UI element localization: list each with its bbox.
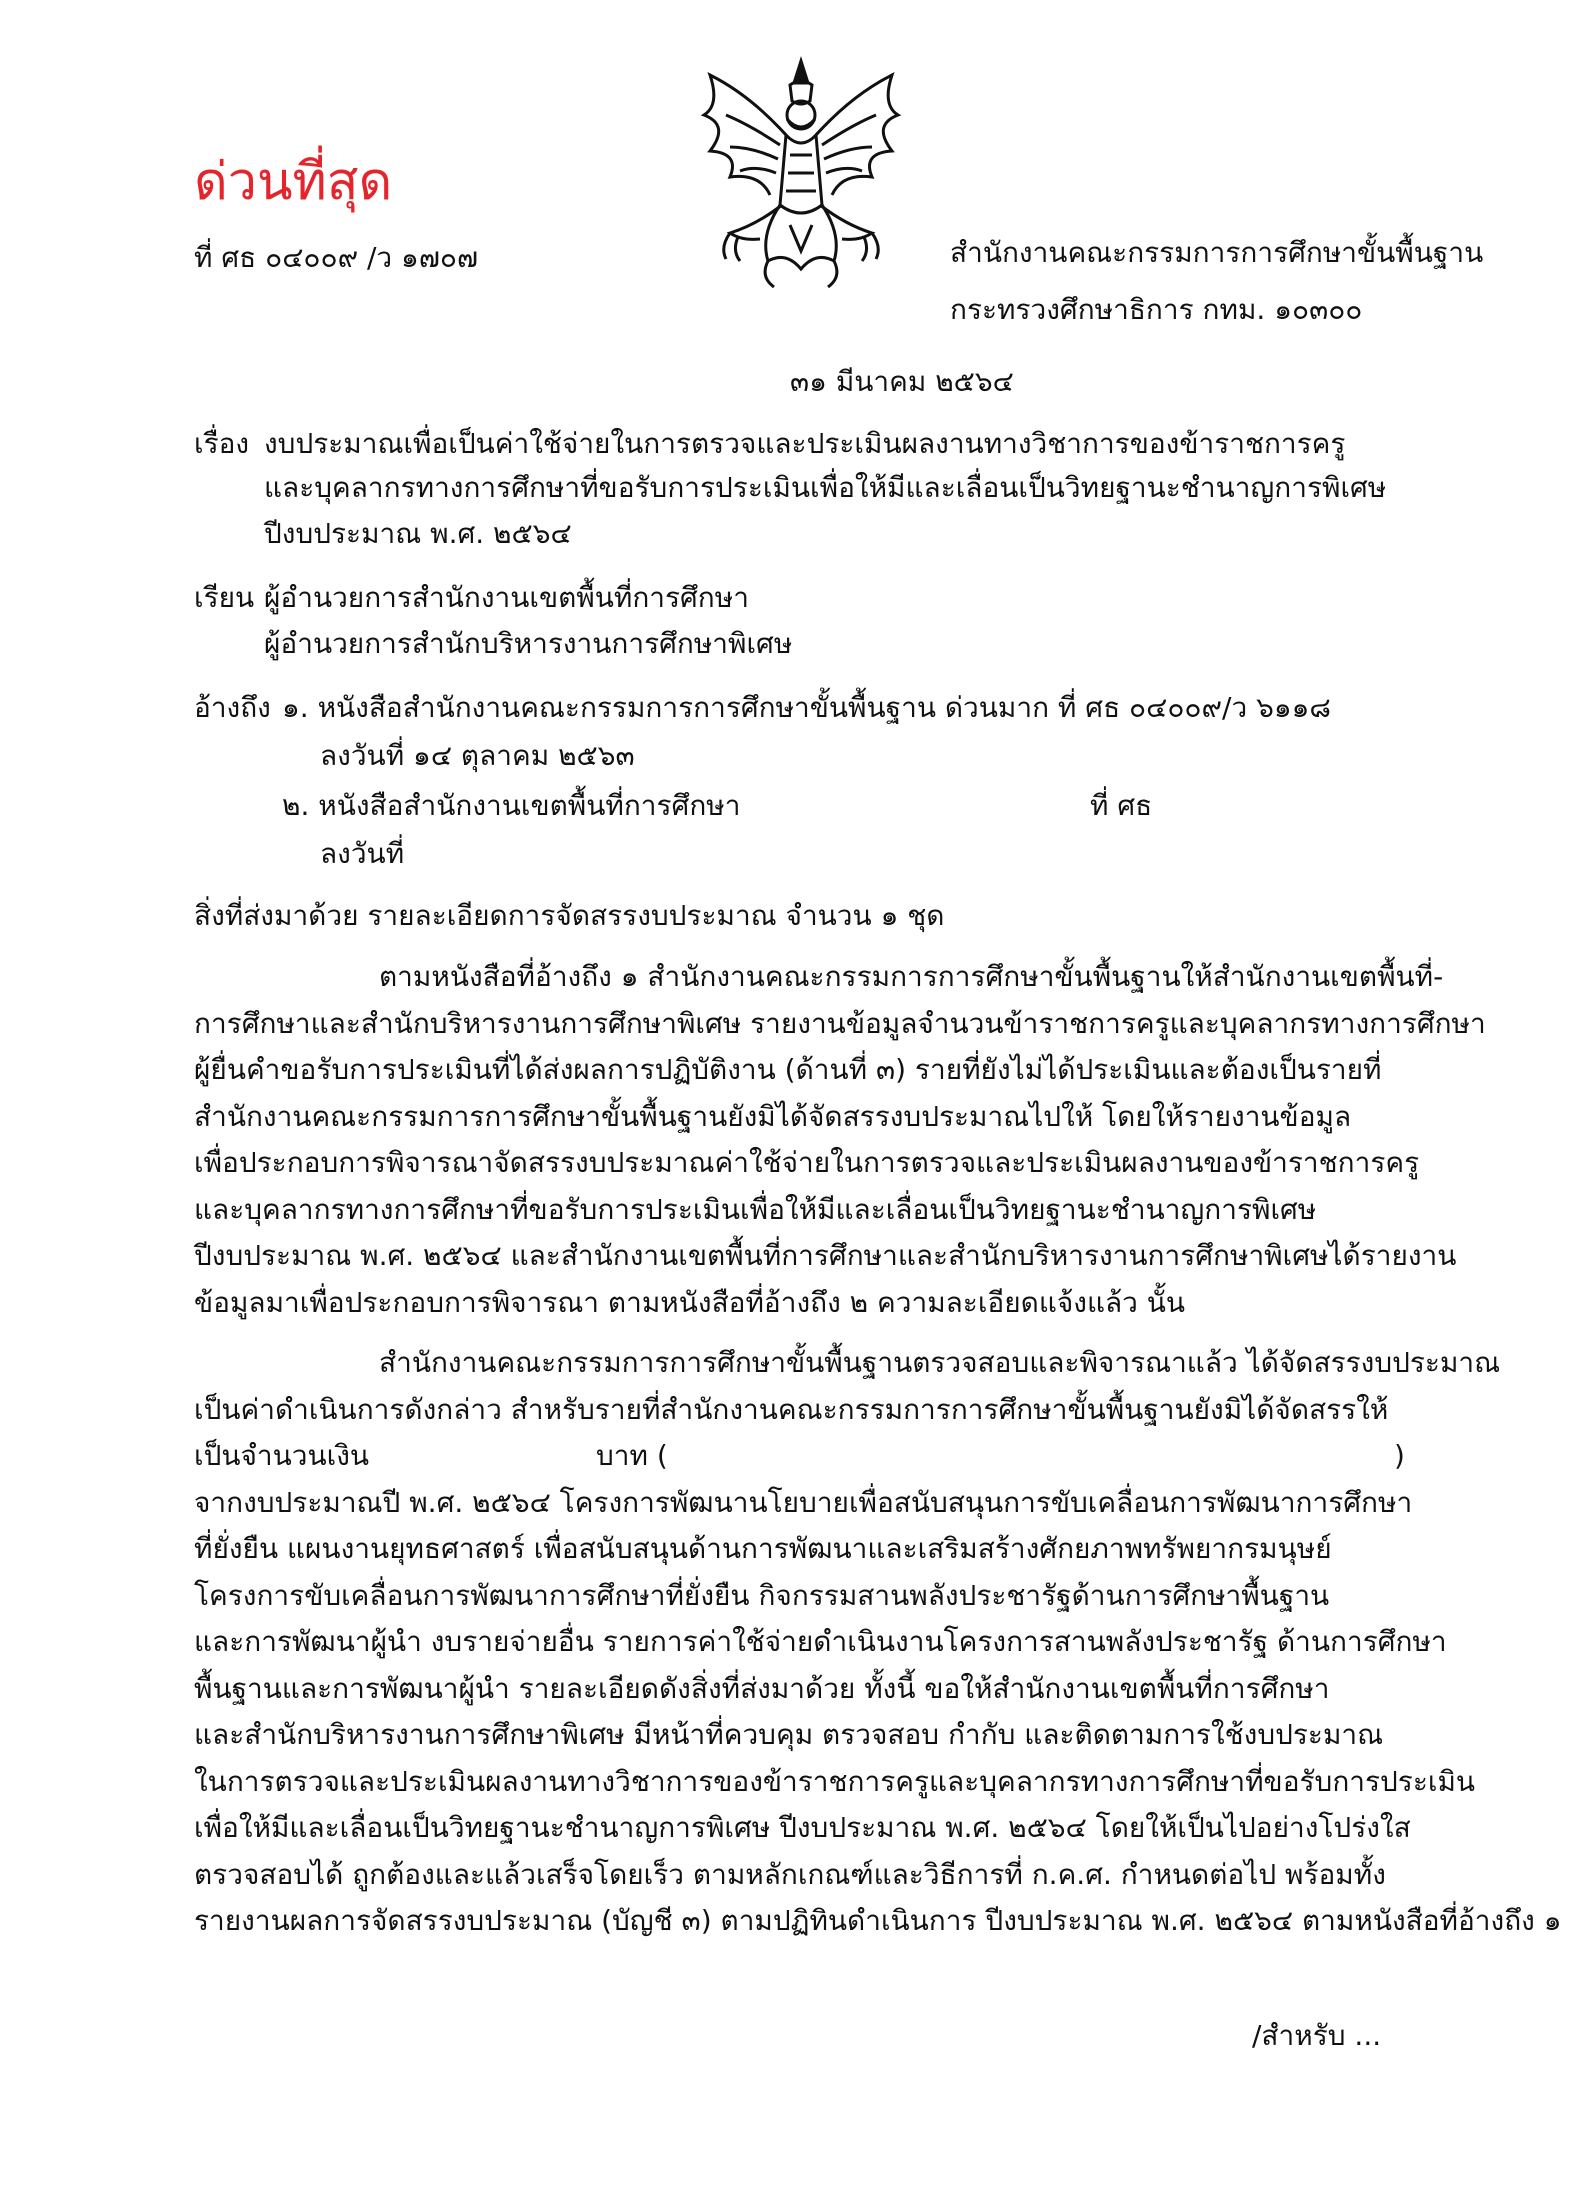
paragraph-line: รายงานผลการจัดสรรงบประมาณ (บัญชี ๓) ตามปฏิทินดำเนินการ ปีงบประมาณ พ.ศ. ๒๕๖๔ ตามหนังสือที่อ้างถึง ๑ <box>194 1904 1562 1937</box>
paragraph-line: ตรวจสอบได้ ถูกต้องและแล้วเสร็จโดยเร็ว ตามหลักเกณฑ์และวิธีการที่ ก.ค.ศ. กำหนดต่อไป พร้อมทั้ง <box>194 1857 1386 1891</box>
paragraph-line: และบุคลากรทางการศึกษาที่ขอรับการประเมินเพื่อให้มีและเลื่อนเป็นวิทยฐานะชำนาญการพิเศษ <box>194 1192 1317 1226</box>
reference-number: ที่ ศธ ๐๔๐๐๙ /ว ๑๗๐๗ <box>194 241 479 274</box>
paragraph-line: เพื่อประกอบการพิจารณาจัดสรรงบประมาณค่าใช้จ่ายในการตรวจและประเมินผลงานของข้าราชการครู <box>194 1146 1420 1179</box>
enclosure-line: สิ่งที่ส่งมาด้วย รายละเอียดการจัดสรรงบประมาณ จำนวน ๑ ชุด <box>194 899 945 932</box>
reference-item-2-date: ลงวันที่ <box>320 837 405 870</box>
body-paragraph-1 <box>194 954 1486 1326</box>
urgency-label: ด่วนที่สุด <box>194 152 393 212</box>
reference-item-1-date: ลงวันที่ ๑๔ ตุลาคม ๒๕๖๓ <box>320 739 635 772</box>
paragraph-line: และสำนักบริหารงานการศึกษาพิเศษ มีหน้าที่ควบคุม ตรวจสอบ กำกับ และติดตามการใช้งบประมาณ <box>194 1718 1384 1751</box>
paragraph-line: ตามหนังสือที่อ้างถึง ๑ สำนักงานคณะกรรมการการศึกษาขั้นพื้นฐานให้สำนักงานเขตพื้นที่- <box>379 960 1444 993</box>
amount-close-paren: ) <box>1394 1439 1405 1472</box>
paragraph-line: เพื่อให้มีและเลื่อนเป็นวิทยฐานะชำนาญการพิเศษ ปีงบประมาณ พ.ศ. ๒๕๖๔ โดยให้เป็นไปอย่างโปร่งใส <box>194 1811 1411 1844</box>
reference-item-2: ๒. หนังสือสำนักงานเขตพื้นที่การศึกษา <box>282 789 741 822</box>
paragraph-line: การศึกษาและสำนักบริหารงานการศึกษาพิเศษ รายงานข้อมูลจำนวนข้าราชการครูและบุคลากรทางการศึกษา <box>194 1006 1486 1040</box>
subject-line-3: ปีงบประมาณ พ.ศ. ๒๕๖๔ <box>264 517 572 550</box>
garuda-emblem-icon <box>690 55 912 295</box>
subject-line-2: และบุคลากรทางการศึกษาที่ขอรับการประเมินเพื่อให้มีและเลื่อนเป็นวิทยฐานะชำนาญการพิเศษ <box>264 471 1387 504</box>
subject-label: เรื่อง <box>194 427 250 460</box>
paragraph-line: สำนักงานคณะกรรมการการศึกษาขั้นพื้นฐานตรวจสอบและพิจารณาแล้ว ได้จัดสรรงบประมาณ <box>379 1346 1501 1379</box>
issuing-office: สำนักงานคณะกรรมการการศึกษาขั้นพื้นฐาน <box>950 236 1484 269</box>
paragraph-line: โครงการขับเคลื่อนการพัฒนาการศึกษาที่ยั่งยืน กิจกรรมสานพลังประชารัฐด้านการศึกษาพื้นฐาน <box>194 1578 1330 1612</box>
paragraph-line: จากงบประมาณปี พ.ศ. ๒๕๖๔ โครงการพัฒนานโยบายเพื่อสนับสนุนการขับเคลื่อนการพัฒนาการศึกษา <box>194 1485 1413 1519</box>
reference-label: อ้างถึง <box>194 691 271 724</box>
document-date: ๓๑ มีนาคม ๒๕๖๔ <box>790 365 1014 398</box>
paragraph-line: ในการตรวจและประเมินผลงานทางวิชาการของข้าราชการครูและบุคลากรทางการศึกษาที่ขอรับการประเมิน <box>194 1764 1476 1798</box>
reference-item-2-number: ที่ ศธ <box>1090 789 1153 822</box>
paragraph-line: พื้นฐานและการพัฒนาผู้นำ รายละเอียดดังสิ่งที่ส่งมาด้วย ทั้งนี้ ขอให้สำนักงานเขตพื้นที่การศึกษา <box>194 1671 1330 1705</box>
baht-label: บาท ( <box>596 1439 668 1472</box>
issuing-office-address: กระทรวงศึกษาธิการ กทม. ๑๐๓๐๐ <box>950 293 1363 326</box>
paragraph-line: สำนักงานคณะกรรมการการศึกษาขั้นพื้นฐานยังมิได้จัดสรรงบประมาณไปให้ โดยให้รายงานข้อมูล <box>194 1099 1352 1133</box>
recipient-line-1: ผู้อำนวยการสำนักงานเขตพื้นที่การศึกษา <box>264 581 749 614</box>
amount-line <box>194 1433 1405 1480</box>
amount-label: เป็นจำนวนเงิน <box>194 1439 369 1472</box>
paragraph-line: และการพัฒนาผู้นำ งบรายจ่ายอื่น รายการค่าใช้จ่ายดำเนินงานโครงการสานพลังประชารัฐ ด้านการศึกษา <box>194 1625 1447 1658</box>
reference-item-1: ๑. หนังสือสำนักงานคณะกรรมการการศึกษาขั้นพื้นฐาน ด่วนมาก ที่ ศธ ๐๔๐๐๙/ว ๖๑๑๘ <box>282 691 1332 724</box>
paragraph-line: เป็นค่าดำเนินการดังกล่าว สำหรับรายที่สำนักงานคณะกรรมการการศึกษาขั้นพื้นฐานยังมิได้จัดสรรให้ <box>194 1392 1389 1426</box>
subject-line-1: งบประมาณเพื่อเป็นค่าใช้จ่ายในการตรวจและประเมินผลงานทางวิชาการของข้าราชการครู <box>264 427 1346 460</box>
paragraph-line: ปีงบประมาณ พ.ศ. ๒๕๖๔ และสำนักงานเขตพื้นที่การศึกษาและสำนักบริหารงานการศึกษาพิเศษได้รายงาน <box>194 1239 1457 1272</box>
recipient-label: เรียน <box>194 581 255 614</box>
paragraph-line: ผู้ยื่นคำขอรับการประเมินที่ได้ส่งผลการปฏิบัติงาน (ด้านที่ ๓) รายที่ยังไม่ได้ประเมินและต้องเป็นรายที่ <box>194 1053 1382 1086</box>
paragraph-line: ข้อมูลมาเพื่อประกอบการพิจารณา ตามหนังสือที่อ้างถึง ๒ ความละเอียดแจ้งแล้ว นั้น <box>194 1285 1186 1319</box>
paragraph-line: ที่ยั่งยืน แผนงานยุทธศาสตร์ เพื่อสนับสนุนด้านการพัฒนาและเสริมสร้างศักยภาพทรัพยากรมนุษย์ <box>194 1532 1332 1565</box>
recipient-line-2: ผู้อำนวยการสำนักบริหารงานการศึกษาพิเศษ <box>264 627 793 660</box>
continuation-marker: /สำหรับ ... <box>1252 2019 1382 2052</box>
body-paragraph-2 <box>194 1340 1562 1945</box>
